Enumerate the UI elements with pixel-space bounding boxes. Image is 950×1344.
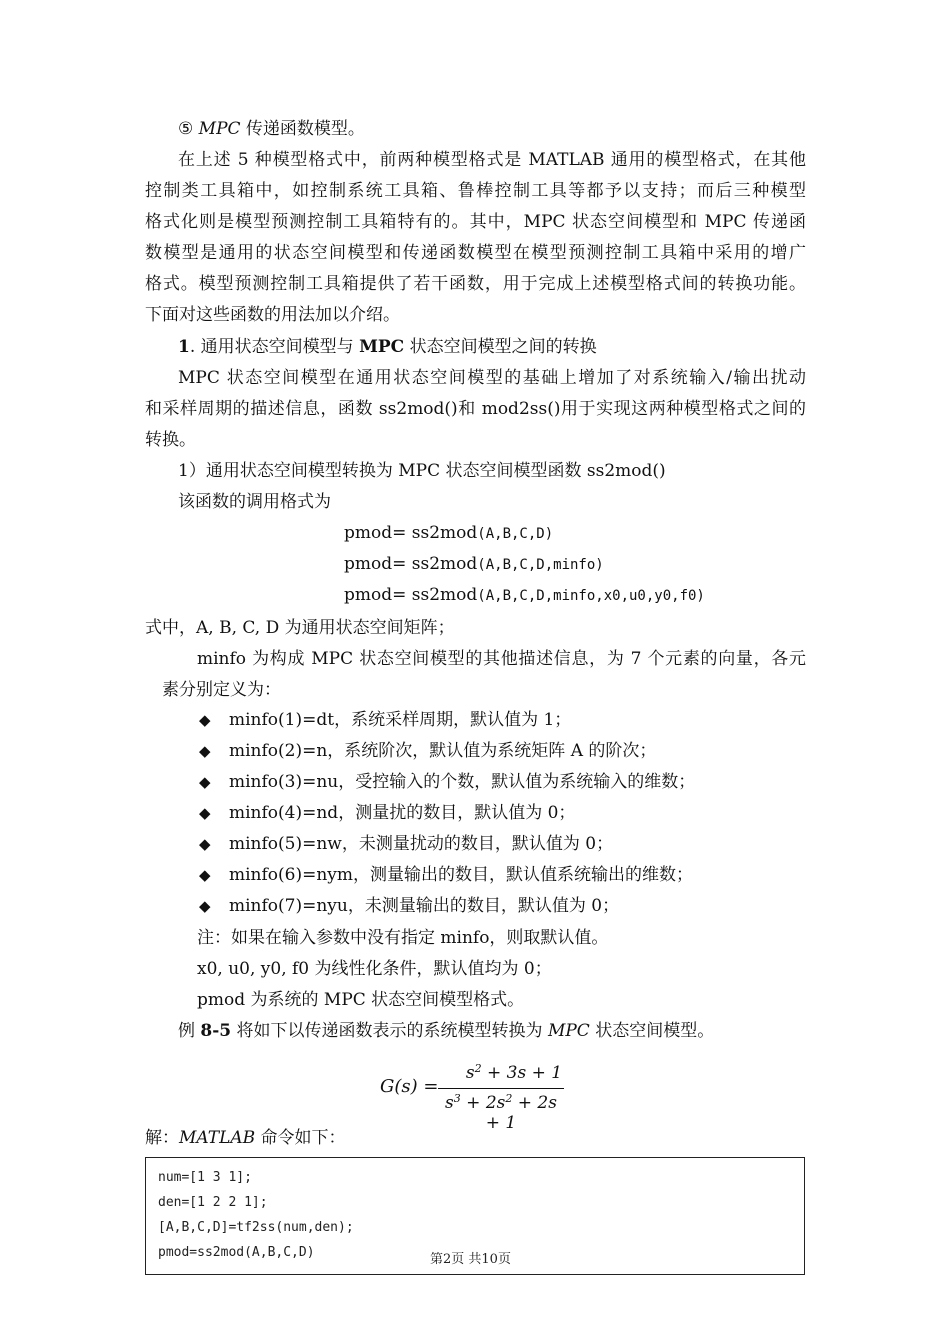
diamond-bullet-icon: ◆ xyxy=(199,742,211,760)
call-prefix: pmod= ss2mod xyxy=(344,585,478,605)
code-line: pmod=ss2mod(A,B,C,D) xyxy=(158,1245,315,1260)
section-title-mpc: MPC xyxy=(359,337,405,357)
section-heading xyxy=(178,336,597,358)
circled-marker: ⑤ xyxy=(178,119,194,139)
minfo-item: minfo(4)=nd，测量扰的数目，默认值为 0； xyxy=(229,803,576,823)
code-line: num=[1 3 1]; xyxy=(158,1170,252,1185)
example-text: 将如下以传递函数表示的系统模型转换为 xyxy=(231,1021,548,1041)
call-intro: 该函数的调用格式为 xyxy=(178,492,331,512)
paragraph-line: 和采样周期的描述信息，函数 ss2mod()和 mod2ss()用于实现这两种模型格式之间的 xyxy=(145,399,806,419)
minfo-item: minfo(7)=nyu，未测量输出的数目，默认值为 0； xyxy=(229,896,620,916)
subsection-heading: 1）通用状态空间模型转换为 MPC 状态空间模型函数 ss2mod() xyxy=(178,461,666,481)
code-line: den=[1 2 2 1]; xyxy=(158,1195,268,1210)
mpc-term: MPC xyxy=(198,119,241,139)
fraction-bar xyxy=(438,1088,564,1089)
note-line: 注：如果在输入参数中没有指定 minfo，则取默认值。 xyxy=(197,928,609,948)
diamond-bullet-icon: ◆ xyxy=(199,835,211,853)
minfo-item: minfo(3)=nu，受控输入的个数，默认值为系统输入的维数； xyxy=(229,772,696,792)
formula-numerator: $s^2 + 3s + 1$ xyxy=(465,1062,563,1083)
section-title-post: 状态空间模型之间的转换 xyxy=(404,337,597,357)
paragraph-line: 格式化则是模型预测控制工具箱特有的。其中，MPC 状态空间模型和 MPC 传递函 xyxy=(145,212,806,232)
call-prefix: pmod= ss2mod xyxy=(344,554,478,574)
formula-denominator: $s^3 + 2s^2 + 2s + 1$ xyxy=(445,1092,557,1133)
section-title-pre: . 通用状态空间模型与 xyxy=(189,337,360,357)
paragraph-line: 格式。模型预测控制工具箱提供了若干函数，用于完成上述模型格式间的转换功能。 xyxy=(145,274,806,294)
solution-text: 命令如下： xyxy=(255,1128,346,1148)
item-text: 传递函数模型。 xyxy=(245,119,365,139)
diamond-bullet-icon: ◆ xyxy=(199,804,211,822)
diamond-bullet-icon: ◆ xyxy=(199,866,211,884)
example-line xyxy=(178,1020,714,1042)
call-args: (A,B,C,D) xyxy=(477,526,554,542)
example-number: 8-5 xyxy=(200,1021,232,1041)
paragraph-line: 下面对这些函数的用法加以介绍。 xyxy=(145,305,400,325)
paragraph-line: 数模型是通用的状态空间模型和传递函数模型在模型预测控制工具箱中采用的增广 xyxy=(145,243,806,263)
call-prefix: pmod= ss2mod xyxy=(344,523,478,543)
transfer-function-formula xyxy=(380,1062,580,1133)
where-line: 式中，A, B, C, D 为通用状态空间矩阵； xyxy=(145,618,455,638)
example-label: 例 xyxy=(178,1021,201,1041)
example-tail: 状态空间模型。 xyxy=(589,1021,715,1041)
paragraph-line: 控制类工具箱中，如控制系统工具箱、鲁棒控制工具等都予以支持；而后三种模型 xyxy=(145,181,806,201)
minfo-item: minfo(1)=dt，系统采样周期，默认值为 1； xyxy=(229,710,572,730)
call-args: (A,B,C,D,minfo,x0,u0,y0,f0) xyxy=(477,588,705,604)
mpc-term: MPC xyxy=(547,1021,590,1041)
pmod-line: pmod 为系统的 MPC 状态空间模型格式。 xyxy=(197,990,525,1010)
diamond-bullet-icon: ◆ xyxy=(199,711,211,729)
solution-label: 解： xyxy=(145,1128,179,1148)
minfo-item: minfo(5)=nw，未测量扰动的数目，默认值为 0； xyxy=(229,834,614,854)
paragraph-line: 在上述 5 种模型格式中，前两种模型格式是 MATLAB 通用的模型格式，在其他 xyxy=(178,150,806,170)
call-syntax xyxy=(344,553,604,576)
paragraph-line: 转换。 xyxy=(145,430,196,450)
minfo-item: minfo(6)=nym，测量输出的数目，默认值系统输出的维数； xyxy=(229,865,694,885)
linearization-line: x0, u0, y0, f0 为线性化条件，默认值均为 0； xyxy=(197,959,552,979)
diamond-bullet-icon: ◆ xyxy=(199,773,211,791)
solution-line xyxy=(145,1127,346,1149)
minfo-desc-line: 素分别定义为： xyxy=(162,680,281,700)
minfo-desc-line: minfo 为构成 MPC 状态空间模型的其他描述信息，为 7 个元素的向量，各元 xyxy=(197,649,806,669)
diamond-bullet-icon: ◆ xyxy=(199,897,211,915)
call-syntax xyxy=(344,522,553,545)
call-syntax xyxy=(344,584,705,607)
minfo-item: minfo(2)=n，系统阶次，默认值为系统矩阵 A 的阶次； xyxy=(229,741,657,761)
matlab-term: MATLAB xyxy=(179,1128,256,1148)
page-footer: 第2页 共10页 xyxy=(430,1252,511,1267)
call-args: (A,B,C,D,minfo) xyxy=(477,557,604,573)
formula-lhs: G(s) = xyxy=(380,1076,439,1097)
paragraph-line: MPC 状态空间模型在通用状态空间模型的基础上增加了对系统输入/输出扰动 xyxy=(178,368,806,388)
section-number: 1 xyxy=(178,337,190,357)
code-line: [A,B,C,D]=tf2ss(num,den); xyxy=(158,1220,354,1235)
list-item-5 xyxy=(178,118,365,140)
